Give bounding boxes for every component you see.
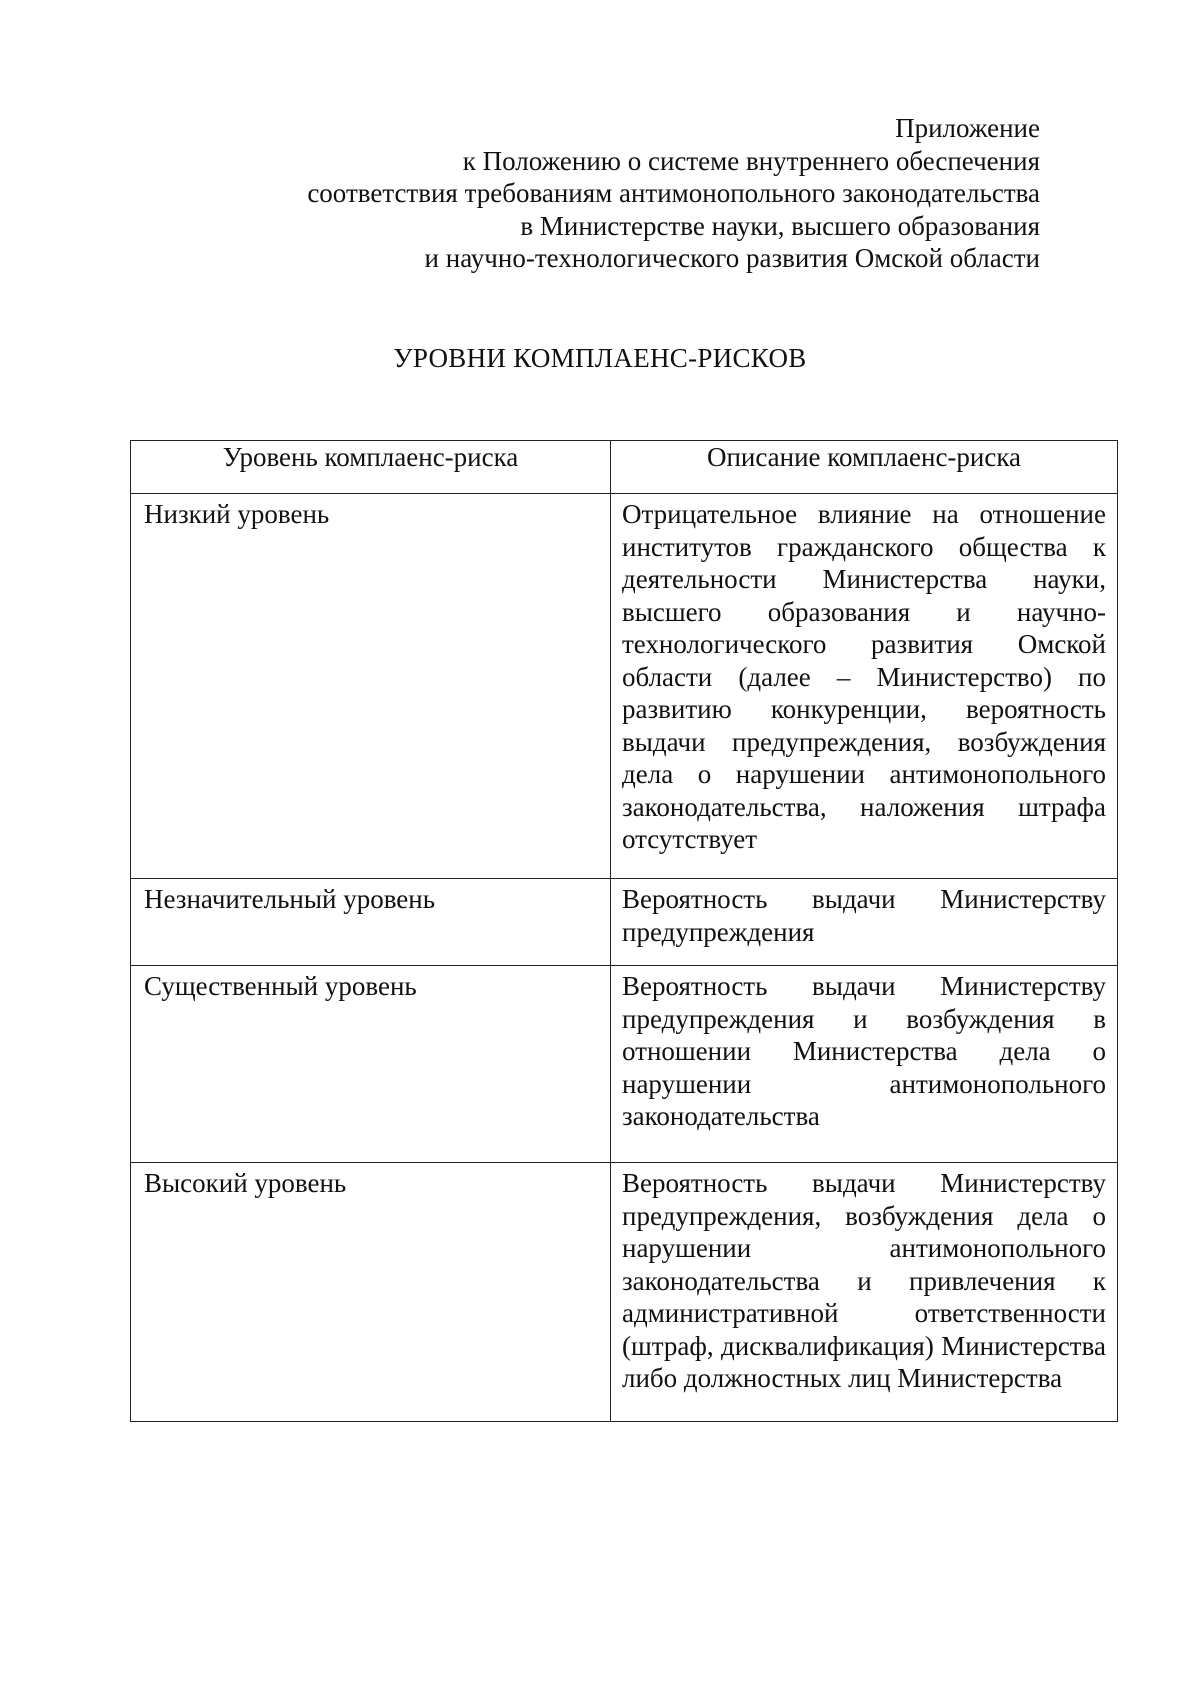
risk-description-cell: Вероятность выдачи Министерству предупреждения [611,879,1118,966]
annex-line: соответствия требованиям антимонопольного законодательства [307,178,1040,208]
risk-description-cell: Отрицательное влияние на отношение институтов гражданского общества к деятельности Министерства науки, высшего образования и научно-технологического развития Омской области (далее – Министерство) по развитию конкуренции, вероятность выдачи предупреждения, возбуждения дела о нарушении антимонопольного законодательства, наложения штрафа отсутствует [611,494,1118,879]
annex-header [307,112,1040,275]
column-header-description: Описание комплаенс-риска [611,441,1118,494]
risk-levels-table [130,440,1118,1422]
table-row [131,966,1118,1163]
column-header-level: Уровень комплаенс-риска [131,441,611,494]
table-header-row [131,441,1118,494]
risk-level-cell: Низкий уровень [131,494,611,879]
document-title: УРОВНИ КОМПЛАЕНС-РИСКОВ [393,343,807,373]
annex-line: Приложение [895,113,1040,143]
table-row [131,494,1118,879]
risk-description-cell: Вероятность выдачи Министерству предупреждения, возбуждения дела о нарушении антимонопольного законодательства и привлечения к административной ответственности (штраф, дисквалификация) Министерства либо должностных лиц Министерства [611,1163,1118,1422]
risk-level-cell: Высокий уровень [131,1163,611,1422]
annex-line: в Министерстве науки, высшего образования [520,210,1040,241]
table-row [131,879,1118,966]
risk-description-cell: Вероятность выдачи Министерству предупреждения и возбуждения в отношении Министерства дела о нарушении антимонопольного законодательства [611,966,1118,1163]
annex-line: и научно-технологического развития Омской области [424,243,1040,273]
risk-level-cell: Существенный уровень [131,966,611,1163]
annex-line: к Положению о системе внутреннего обеспечения [462,145,1040,176]
table-row [131,1163,1118,1422]
risk-level-cell: Незначительный уровень [131,879,611,966]
